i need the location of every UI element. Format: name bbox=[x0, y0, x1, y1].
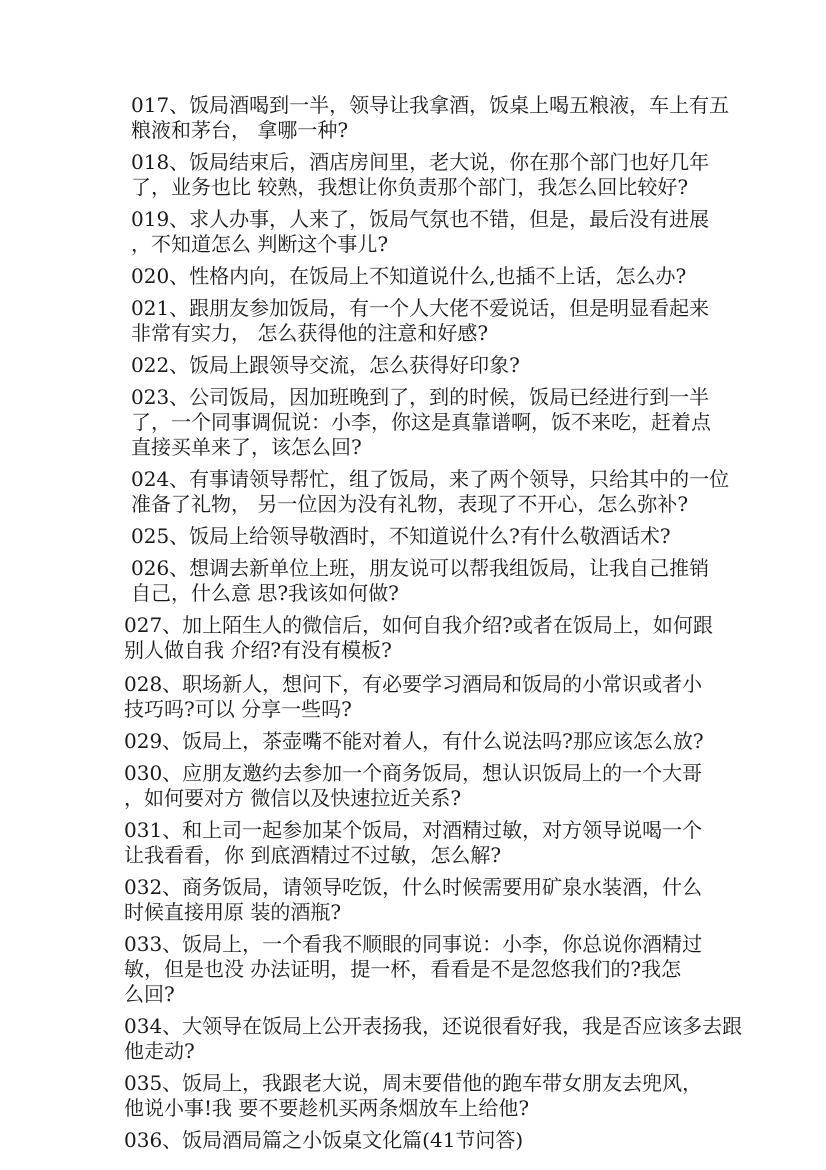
list-item-022 bbox=[0, 353, 826, 378]
list-item-030 bbox=[0, 761, 826, 811]
list-item-020 bbox=[0, 264, 826, 289]
list-item-033 bbox=[0, 932, 826, 1007]
item-line: 了，一个同事调侃说：小李，你这是真靠谱啊，饭不来吃，赶着点 bbox=[131, 410, 711, 434]
item-line: 非常有实力， 怎么获得他的注意和好感? bbox=[131, 321, 489, 345]
item-line: 021、跟朋友参加饭局，有一个人大佬不爱说话，但是明显看起来 bbox=[131, 296, 710, 320]
item-line: 时候直接用原 装的酒瓶? bbox=[124, 900, 342, 924]
list-item-018 bbox=[0, 150, 826, 200]
item-line: 直接买单来了，该怎么回? bbox=[131, 435, 362, 459]
list-item-028 bbox=[0, 672, 826, 722]
item-line: 022、饭局上跟领导交流，怎么获得好印象? bbox=[131, 353, 520, 377]
item-line: 让我看看，你 到底酒精过不过敏，怎么解? bbox=[124, 843, 502, 867]
item-line: 034、大领导在饭局上公开表扬我，还说很看好我，我是否应该多去跟 bbox=[124, 1014, 743, 1038]
item-line: 别人做自我 介绍?有没有模板? bbox=[124, 638, 392, 662]
list-item-019 bbox=[0, 207, 826, 257]
list-item-035 bbox=[0, 1071, 826, 1121]
item-line: 027、加上陌生人的微信后，如何自我介绍?或者在饭局上，如何跟 bbox=[124, 613, 713, 637]
item-line: 033、饭局上，一个看我不顺眼的同事说：小李，你总说你酒精过 bbox=[124, 932, 703, 956]
item-line: 自己，什么意 思?我该如何做? bbox=[131, 581, 399, 605]
item-line: 020、性格内向，在饭局上不知道说什么,也插不上话，怎么办? bbox=[131, 264, 687, 288]
item-line: 036、饭局酒局篇之小饭桌文化篇(41节问答) bbox=[124, 1128, 524, 1152]
list-item-024 bbox=[0, 467, 826, 517]
list-item-026 bbox=[0, 556, 826, 606]
list-item-021 bbox=[0, 296, 826, 346]
item-line: 敏，但是也没 办法证明，提一杯，看看是不是忽悠我们的?我怎 bbox=[124, 957, 682, 981]
item-line: 技巧吗?可以 分享一些吗? bbox=[124, 697, 352, 721]
item-line: 030、应朋友邀约去参加一个商务饭局，想认识饭局上的一个大哥 bbox=[124, 761, 703, 785]
list-item-034 bbox=[0, 1014, 826, 1064]
item-line: 025、饭局上给领导敬酒时，不知道说什么?有什么敬酒话术? bbox=[131, 524, 671, 548]
item-line: 他说小事!我 要不要趁机买两条烟放车上给他? bbox=[124, 1096, 530, 1120]
item-line: 019、求人办事，人来了，饭局气氛也不错，但是，最后没有进展 bbox=[131, 207, 710, 231]
item-line: 018、饭局结束后，酒店房间里，老大说，你在那个部门也好几年 bbox=[131, 150, 710, 174]
list-item-032 bbox=[0, 875, 826, 925]
list-item-027 bbox=[0, 613, 826, 663]
item-line: 他走动? bbox=[124, 1039, 195, 1063]
list-item-023 bbox=[0, 385, 826, 460]
item-line: 026、想调去新单位上班，朋友说可以帮我组饭局，让我自己推销 bbox=[131, 556, 710, 580]
item-line: 029、饭局上，茶壶嘴不能对着人，有什么说法吗?那应该怎么放? bbox=[124, 729, 704, 753]
item-line: 031、和上司一起参加某个饭局，对酒精过敏，对方领导说喝一个 bbox=[124, 818, 703, 842]
question-list bbox=[0, 93, 826, 1160]
list-item-029 bbox=[0, 729, 826, 754]
item-line: 035、饭局上，我跟老大说，周末要借他的跑车带女朋友去兜风， bbox=[124, 1071, 703, 1095]
list-item-036 bbox=[0, 1128, 826, 1153]
item-line: 017、饭局酒喝到一半，领导让我拿酒，饭桌上喝五粮液，车上有五 bbox=[131, 93, 730, 117]
item-line: 032、商务饭局，请领导吃饭，什么时候需要用矿泉水装酒，什么 bbox=[124, 875, 703, 899]
item-line: 028、职场新人，想问下，有必要学习酒局和饭局的小常识或者小 bbox=[124, 672, 703, 696]
list-item-017 bbox=[0, 93, 826, 143]
list-item-031 bbox=[0, 818, 826, 868]
item-line: 023、公司饭局，因加班晚到了，到的时候，饭局已经进行到一半 bbox=[131, 385, 710, 409]
item-line: 准备了礼物， 另一位因为没有礼物，表现了不开心，怎么弥补? bbox=[131, 492, 689, 516]
item-line: 024、有事请领导帮忙，组了饭局，来了两个领导，只给其中的一位 bbox=[131, 467, 730, 491]
item-line: 粮液和茅台， 拿哪一种? bbox=[131, 118, 349, 142]
item-line: 么回? bbox=[124, 982, 175, 1006]
item-line: ，如何要对方 微信以及快速拉近关系? bbox=[124, 786, 462, 810]
item-line: ，不知道怎么 判断这个事儿? bbox=[131, 232, 389, 256]
list-item-025 bbox=[0, 524, 826, 549]
item-line: 了，业务也比 较熟，我想让你负责那个部门，我怎么回比较好? bbox=[131, 175, 689, 199]
